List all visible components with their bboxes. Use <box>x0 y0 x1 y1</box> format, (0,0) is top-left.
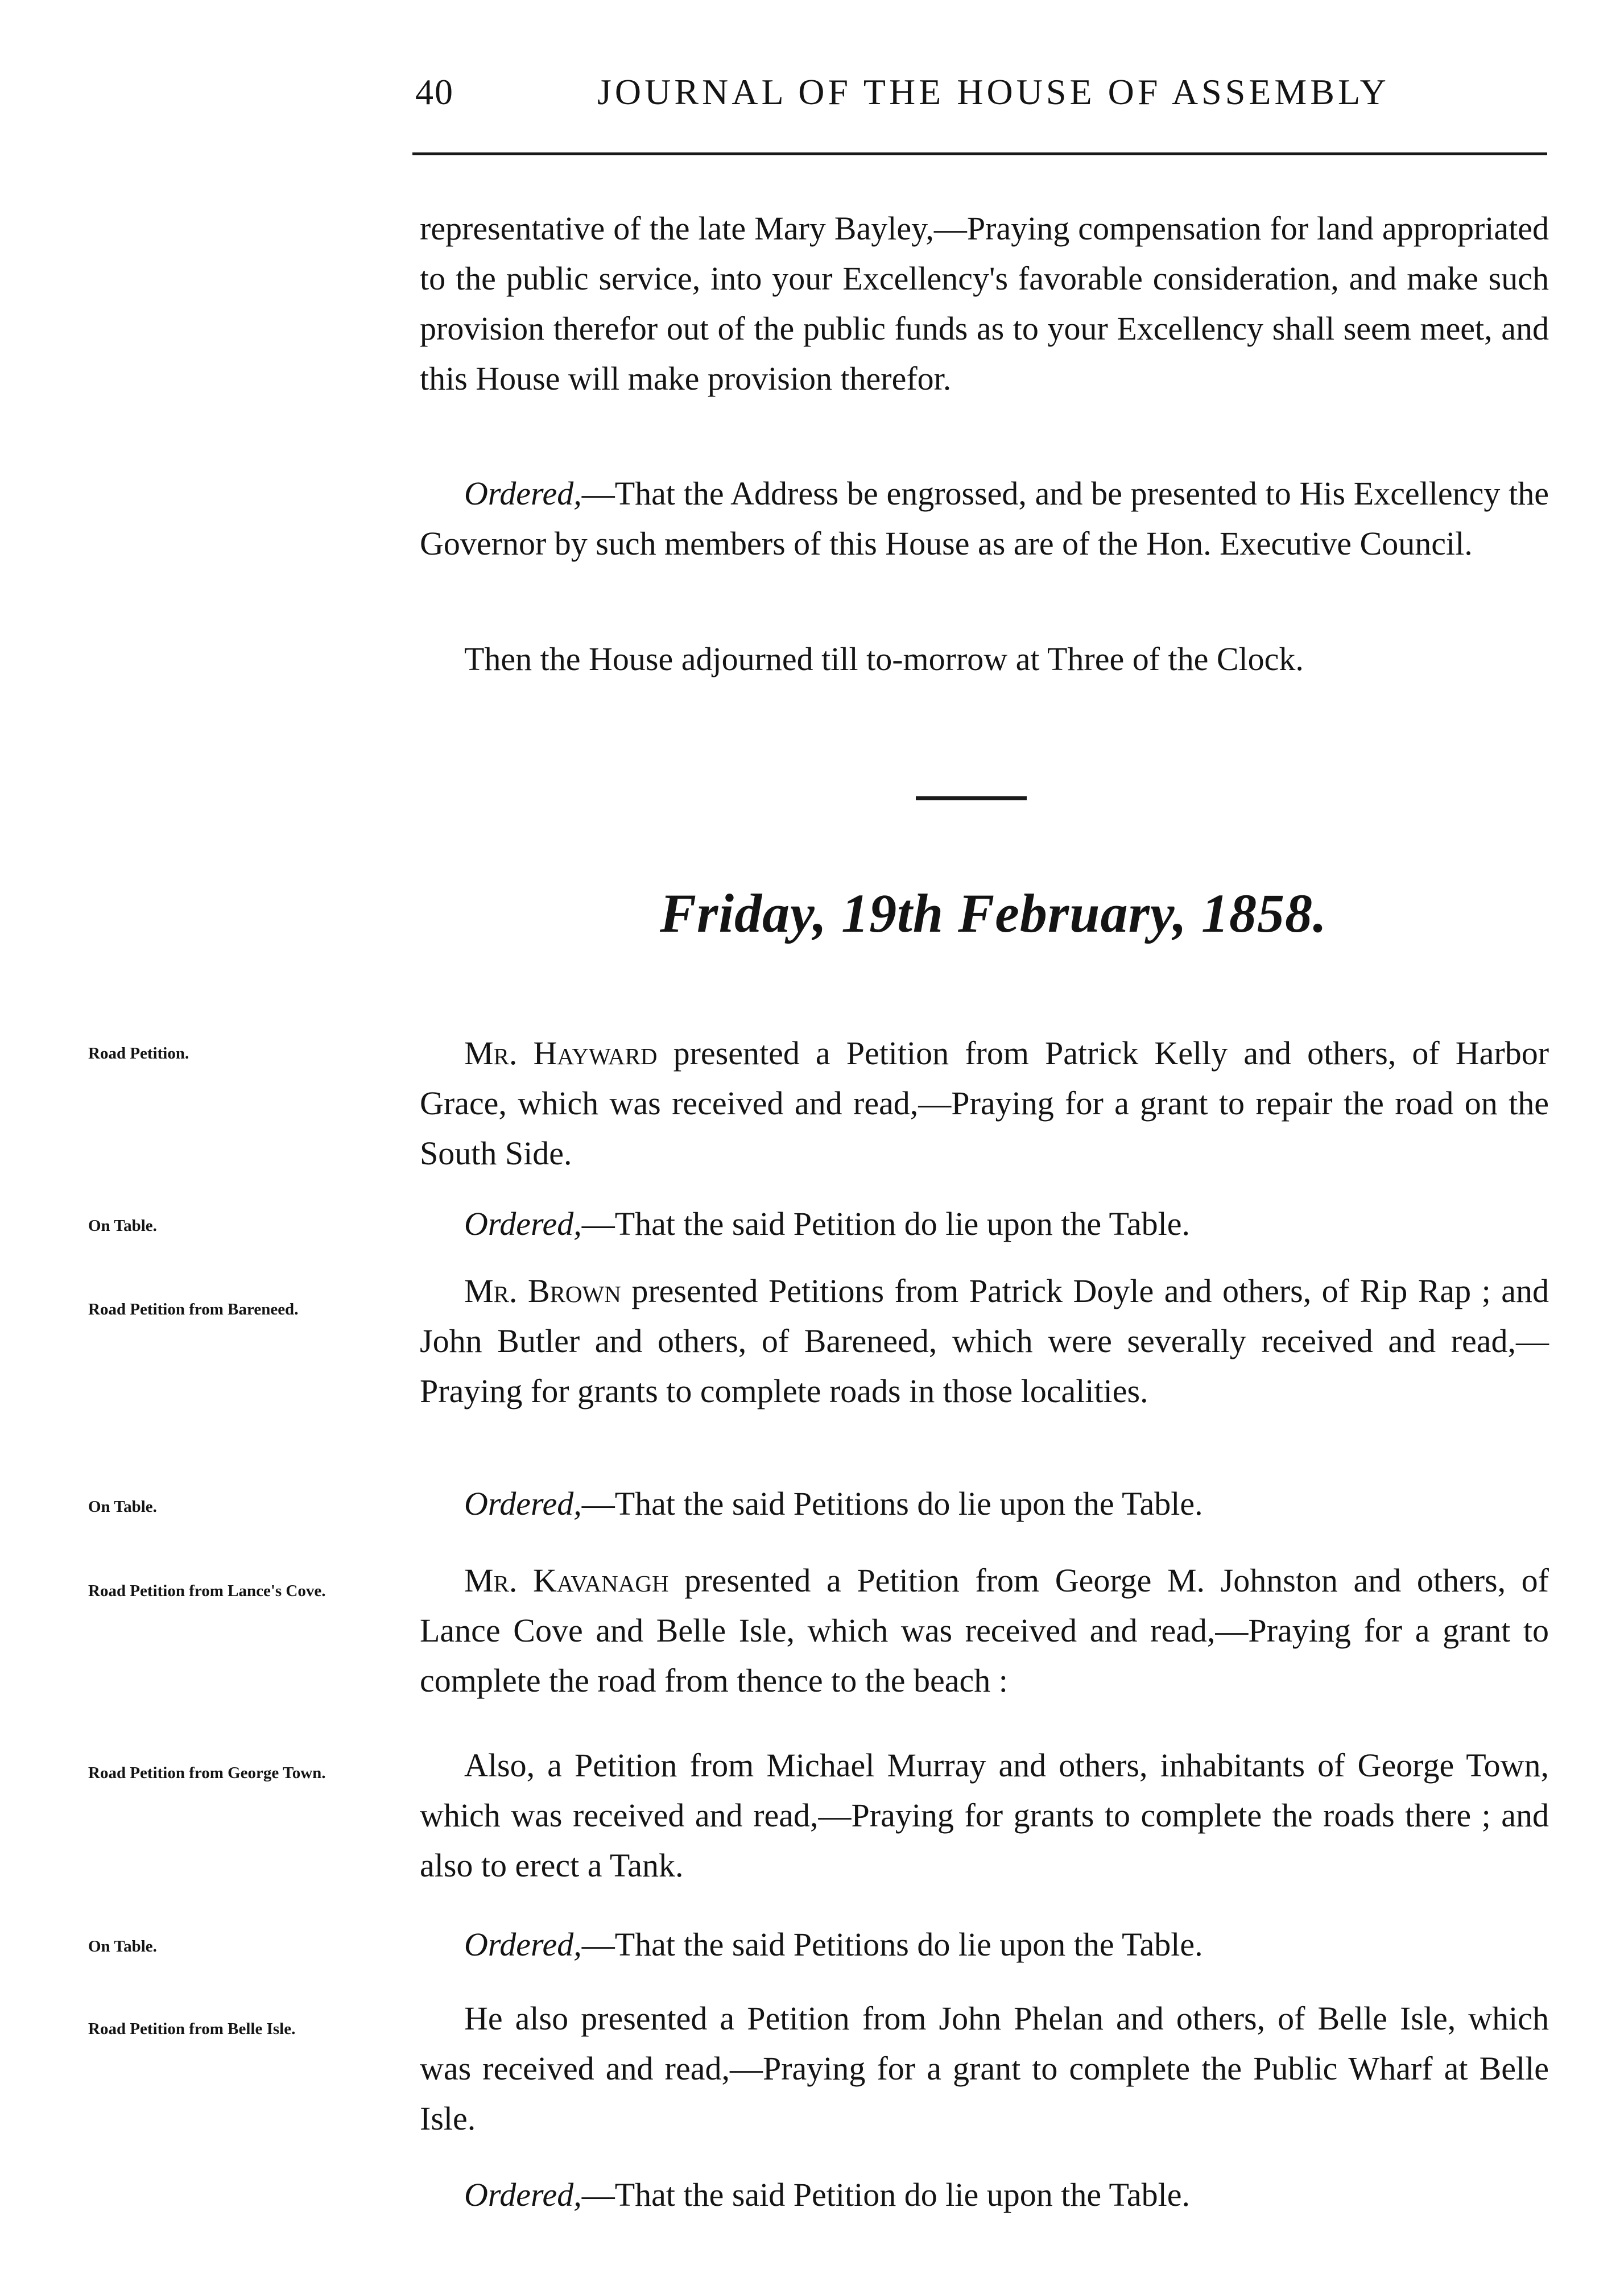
margin-note-george-town: Road Petition from George Town. <box>88 1764 326 1782</box>
address-continuation-paragraph: representative of the late Mary Bayley,—Praying compensation for land appropriated to the public service, into your Excellency's favorable consideration, and make such provision therefor out of the public funds as to your Excellency shall seem meet, and this House will make provision therefor. <box>420 210 1549 397</box>
adjournment-paragraph: Then the House adjourned till to-morrow at Three of the Clock. <box>464 640 1304 677</box>
ordered-petitions-paragraph <box>420 1479 1549 1529</box>
ordered-address-paragraph <box>420 469 1549 569</box>
page-header <box>415 71 1547 122</box>
petition-text: presented Petitions from Patrick Doyle and others, of Rip Rap ; and John Butler and others, of Bareneed, which were severally received and read,—Praying for grants to complete roads in those localities. <box>420 1272 1549 1409</box>
ordered-text: —That the said Petitions do lie upon the Table. <box>581 1485 1203 1522</box>
page-number: 40 <box>415 72 454 112</box>
margin-note-on-table: On Table. <box>88 1937 157 1956</box>
ordered-label: Ordered, <box>464 1485 582 1522</box>
ordered-label: Ordered, <box>464 1205 582 1242</box>
ordered-text: —That the said Petition do lie upon the Table. <box>581 1205 1191 1242</box>
phelan-petition-paragraph: He also presented a Petition from John Phelan and others, of Belle Isle, which was received and read,—Praying for a grant to complete the Public Wharf at Belle Isle. <box>420 2000 1549 2137</box>
date-heading: Friday, 19th February, 1858. <box>660 883 1327 944</box>
petition-text: presented a Petition from George M. Johnston and others, of Lance Cove and Belle Isle, which was received and read,—Praying for a grant to complete the road from thence to the beach : <box>420 1562 1549 1699</box>
section-rule <box>916 796 1027 800</box>
ordered-petitions-paragraph <box>420 1920 1549 1970</box>
ordered-text: —That the said Petitions do lie upon the Table. <box>581 1926 1203 1963</box>
ordered-label: Ordered, <box>464 2176 582 2213</box>
running-title: JOURNAL OF THE HOUSE OF ASSEMBLY <box>597 72 1390 112</box>
margin-note-belle-isle: Road Petition from Belle Isle. <box>88 2020 296 2038</box>
ordered-label: Ordered, <box>464 1926 582 1963</box>
margin-note-road-petition: Road Petition. <box>88 1044 189 1063</box>
speaker-name: Mr. Kavanagh <box>464 1562 669 1599</box>
header-rule <box>412 152 1547 155</box>
ordered-petition-paragraph <box>420 2170 1549 2220</box>
kavanagh-petition-paragraph <box>420 1556 1549 1706</box>
margin-note-lance-cove: Road Petition from Lance's Cove. <box>88 1582 326 1600</box>
speaker-name: Mr. Hayward <box>464 1035 658 1072</box>
ordered-text: —That the Address be engrossed, and be presented to His Excellency the Governor by such members of this House as are of the Hon. Executive Council. <box>420 475 1549 562</box>
petition-text: presented a Petition from Patrick Kelly and others, of Harbor Grace, which was received and read,—Praying for a grant to repair the road on the South Side. <box>420 1035 1549 1172</box>
murray-petition-paragraph: Also, a Petition from Michael Murray and others, inhabitants of George Town, which was received and read,—Praying for grants to complete the roads there ; and also to erect a Tank. <box>420 1747 1549 1884</box>
ordered-text: —That the said Petition do lie upon the Table. <box>581 2176 1191 2213</box>
margin-note-on-table: On Table. <box>88 1217 157 1235</box>
hayward-petition-paragraph <box>420 1028 1549 1179</box>
margin-note-bareneed: Road Petition from Bareneed. <box>88 1300 299 1318</box>
speaker-name: Mr. Brown <box>464 1272 621 1309</box>
brown-petition-paragraph <box>420 1266 1549 1416</box>
ordered-petition-paragraph <box>420 1199 1549 1249</box>
margin-note-on-table: On Table. <box>88 1498 157 1516</box>
ordered-label: Ordered, <box>464 475 582 512</box>
